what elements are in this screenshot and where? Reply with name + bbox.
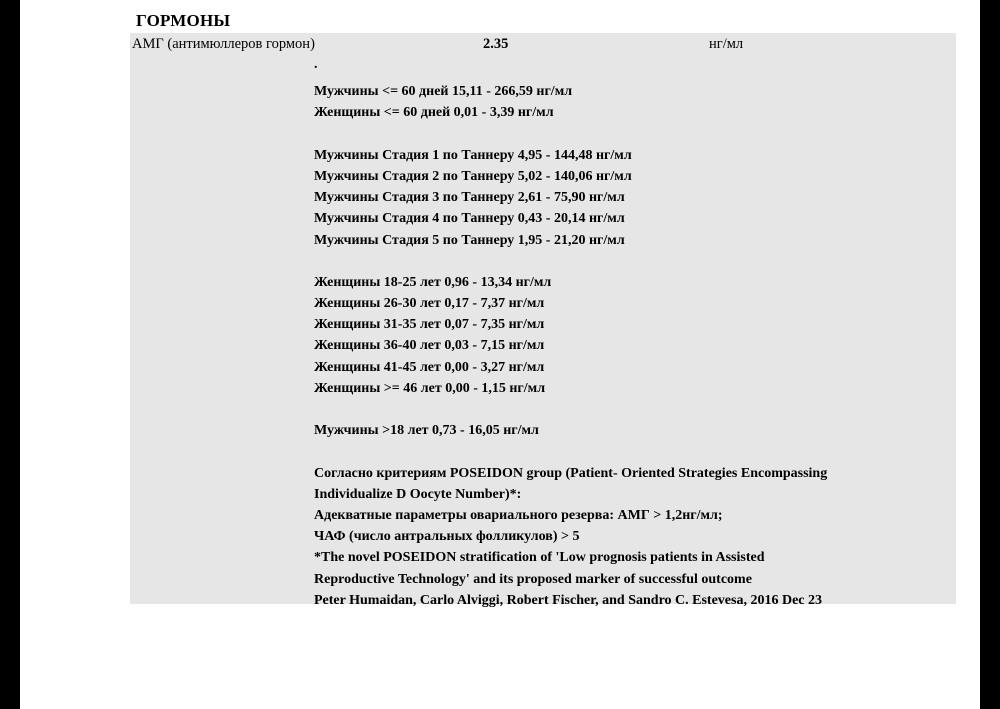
reference-line: Женщины 31-35 лет 0,07 - 7,35 нг/мл — [314, 317, 545, 333]
poseidon-citation: *The novel POSEIDON stratification of 'Low prognosis patients in Assisted — [314, 550, 765, 566]
reference-line: Мужчины Стадия 5 по Таннеру 1,95 - 21,20 нг/мл — [314, 232, 625, 248]
reference-line: Женщины 36-40 лет 0,03 - 7,15 нг/мл — [314, 338, 545, 354]
test-unit: нг/мл — [709, 36, 744, 52]
reference-line: Женщины 26-30 лет 0,17 - 7,37 нг/мл — [314, 296, 545, 312]
reference-line: Мужчины >18 лет 0,73 - 16,05 нг/мл — [314, 423, 539, 439]
poseidon-adequate-params: Адекватные параметры овариального резерва: АМГ > 1,2нг/мл; — [314, 507, 723, 523]
test-name: АМГ (антимюллеров гормон) — [132, 36, 315, 52]
reference-line: Женщины 18-25 лет 0,96 - 13,34 нг/мл — [314, 274, 552, 290]
document-page — [20, 0, 980, 709]
reference-line: Женщины >= 46 лет 0,00 - 1,15 нг/мл — [314, 380, 546, 396]
reference-line: Женщины <= 60 дней 0,01 - 3,39 нг/мл — [314, 105, 554, 121]
poseidon-criteria: Individualize D Oocyte Number)*: — [314, 486, 522, 502]
reference-line: Мужчины Стадия 3 по Таннеру 2,61 - 75,90 нг/мл — [314, 190, 625, 206]
reference-dot: . — [314, 57, 318, 72]
section-title: ГОРМОНЫ — [136, 11, 231, 30]
reference-line: Мужчины Стадия 4 по Таннеру 0,43 - 20,14 нг/мл — [314, 211, 625, 227]
reference-ranges — [314, 57, 934, 611]
reference-line: Мужчины <= 60 дней 15,11 - 266,59 нг/мл — [314, 84, 573, 100]
poseidon-criteria: Согласно критериям POSEIDON group (Patient- Oriented Strategies Encompassing — [314, 465, 828, 481]
test-result-panel — [130, 33, 956, 608]
poseidon-authors: Peter Humaidan, Carlo Alviggi, Robert Fischer, and Sandro C. Estevesa, 2016 Dec 23 — [314, 592, 823, 608]
reference-line: Мужчины Стадия 1 по Таннеру 4,95 - 144,48 нг/мл — [314, 147, 632, 163]
reference-line: Мужчины Стадия 2 по Таннеру 5,02 - 140,06 нг/мл — [314, 168, 632, 184]
poseidon-citation: Reproductive Technology' and its proposed marker of successful outcome — [314, 571, 752, 587]
reference-line: Женщины 41-45 лет 0,00 - 3,27 нг/мл — [314, 359, 545, 375]
test-value: 2.35 — [483, 36, 509, 52]
poseidon-afc: ЧАФ (число антральных фолликулов) > 5 — [314, 529, 580, 545]
